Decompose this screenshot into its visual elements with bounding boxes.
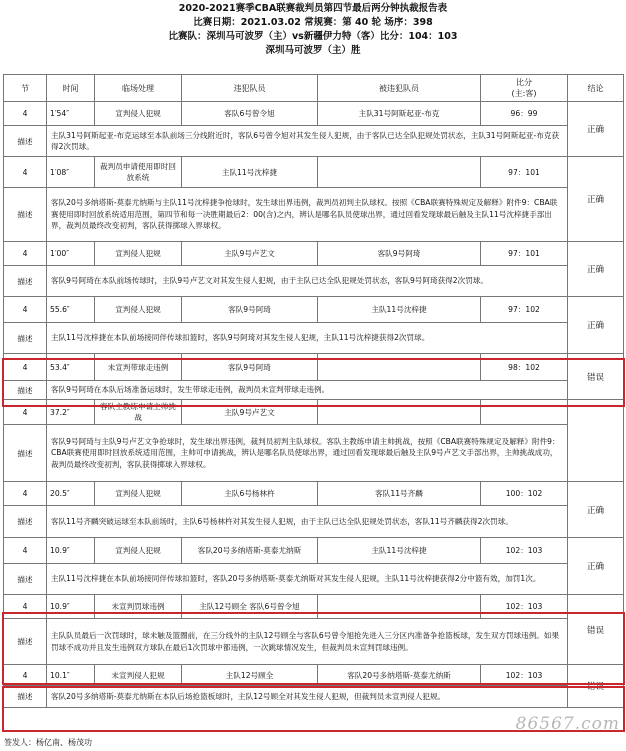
result-cell: 正确: [568, 102, 624, 157]
victim-cell: [318, 595, 481, 619]
offender-cell: 主队11号沈梓捷: [182, 157, 318, 188]
match-teams-score: 比赛队：深圳马可波罗（主）vs新疆伊力特（客）比分：104：103: [168, 31, 458, 42]
col-score: [481, 75, 568, 102]
col-offender: 违犯队员: [182, 75, 318, 102]
table-header-row: [4, 75, 624, 102]
table-row: [4, 400, 624, 425]
period-cell: 4: [4, 400, 47, 425]
action-cell: 未宣判带球走违例: [95, 354, 182, 381]
result-cell: 错误: [568, 595, 624, 665]
period-cell: 4: [4, 297, 47, 323]
time-cell: 10.9″: [47, 538, 95, 564]
victim-cell: [318, 354, 481, 381]
col-result: 结论: [568, 75, 624, 102]
victim-cell: 客队9号阿琦: [318, 242, 481, 266]
desc-label: 描述: [4, 126, 47, 157]
period-cell: 4: [4, 482, 47, 506]
offender-cell: 主队12号顾全: [182, 665, 318, 686]
score-cell: 97：101: [481, 242, 568, 266]
col-score-label: 比分: [516, 78, 532, 87]
score-cell: 96：99: [481, 102, 568, 126]
description-row: [4, 126, 624, 157]
table-row: [4, 482, 624, 506]
description-cell: 客队9号阿琦在本队后场准备运球时，发生带球走违例，裁判员未宣判带球走违例。: [47, 381, 568, 400]
description-cell: 主队11号沈梓捷在本队前场接同伴传球扣篮时，客队9号阿琦对其发生侵人犯规，主队11号沈梓捷获得2次罚球。: [47, 323, 568, 354]
desc-label: 描述: [4, 425, 47, 482]
description-cell: 主队31号阿斯起亚-布克运球至本队前场三分线附近时，客队6号曾令旭对其发生侵人犯规，由于客队已达全队犯规处罚状态，主队31号阿斯起亚-布克获得2次罚球。: [47, 126, 568, 157]
score-cell: 102：103: [481, 538, 568, 564]
score-cell: 98：102: [481, 354, 568, 381]
description-cell: 主队11号沈梓捷在本队前场接同伴传球扣篮时，客队20号多纳塔斯-莫泰尤纳斯对其发生侵人犯规，主队11号沈梓捷获得2分中篮有效，加罚1次。: [47, 564, 568, 595]
description-row: [4, 564, 624, 595]
period-cell: 4: [4, 242, 47, 266]
score-cell: 102：103: [481, 665, 568, 686]
description-cell: 客队11号齐麟突破运球至本队前场时，主队6号杨林杵对其发生侵人犯规，由于主队已达全队犯规处罚状态，客队11号齐麟获得2次罚球。: [47, 506, 568, 538]
result-cell: 错误: [568, 665, 624, 708]
victim-cell: [318, 157, 481, 188]
match-info: 比赛日期：2021.03.02 常规赛：第 40 轮 场序：398: [193, 17, 433, 28]
action-cell: 宣判侵人犯规: [95, 482, 182, 506]
description-row: [4, 188, 624, 242]
table-row: [4, 157, 624, 188]
description-row: [4, 266, 624, 297]
victim-cell: 主队31号阿斯起亚-布克: [318, 102, 481, 126]
action-cell: 宣判侵人犯规: [95, 242, 182, 266]
table-row: [4, 297, 624, 323]
result-cell: 正确: [568, 538, 624, 595]
table-row: [4, 102, 624, 126]
action-cell: 宣判侵人犯规: [95, 538, 182, 564]
signers: 签发人：杨亿南、杨茂功: [4, 738, 92, 747]
col-period: 节: [4, 75, 47, 102]
offender-cell: 客队20号多纳塔斯-莫泰尤纳斯: [182, 538, 318, 564]
offender-cell: 客队6号曾令旭: [182, 102, 318, 126]
table-row: [4, 538, 624, 564]
desc-label: 描述: [4, 506, 47, 538]
winner-line: 深圳马可波罗（主）胜: [265, 45, 361, 56]
description-row: [4, 323, 624, 354]
col-score-sub: (主:客): [511, 89, 537, 98]
score-cell: 97：101: [481, 157, 568, 188]
description-row: [4, 425, 624, 482]
time-cell: 10.9″: [47, 595, 95, 619]
period-cell: 4: [4, 354, 47, 381]
victim-cell: 主队11号沈梓捷: [318, 538, 481, 564]
score-cell: 102：103: [481, 595, 568, 619]
description-row: [4, 506, 624, 538]
description-row: [4, 381, 624, 400]
desc-label: 描述: [4, 323, 47, 354]
desc-label: 描述: [4, 686, 47, 708]
action-cell: 客队主教练申请主帅挑战: [95, 400, 182, 425]
action-cell: 未宣判罚球违例: [95, 595, 182, 619]
victim-cell: 主队11号沈梓捷: [318, 297, 481, 323]
col-action: 临场处理: [95, 75, 182, 102]
score-cell: 97：102: [481, 297, 568, 323]
watermark: 86567.com: [515, 714, 620, 734]
time-cell: 1′54″: [47, 102, 95, 126]
result-cell: 正确: [568, 157, 624, 242]
description-cell: 主队队员最后一次罚球时，球未触及篮圈前，在三分线外的主队12号顾全与客队6号曾令旭抢先进入三分区内准备争抢篮板球，发生双方罚球违例。如果罚球不成功并且发生违例双方球队在最后1次罚球中都违例，一次跳球情况发生，但裁判员未宣判罚球违例。: [47, 619, 568, 665]
result-cell: 正确: [568, 297, 624, 354]
score-cell: 100：102: [481, 482, 568, 506]
offender-cell: 客队9号阿琦: [182, 297, 318, 323]
offender-cell: 主队6号杨林杵: [182, 482, 318, 506]
description-cell: 客队20号多纳塔斯-莫泰尤纳斯在本队后场抢篮板球时，主队12号顾全对其发生侵人犯规，但裁判员未宣判侵人犯规。: [47, 686, 568, 708]
time-cell: 55.6″: [47, 297, 95, 323]
result-cell: 错误: [568, 354, 624, 400]
table-row: [4, 354, 624, 381]
col-time: 时间: [47, 75, 95, 102]
time-cell: 53.4″: [47, 354, 95, 381]
period-cell: 4: [4, 595, 47, 619]
action-cell: 宣判侵人犯规: [95, 297, 182, 323]
time-cell: 20.5″: [47, 482, 95, 506]
offender-cell: 主队9号卢艺文: [182, 400, 318, 425]
offender-cell: 主队12号顾全 客队6号曾令旭: [182, 595, 318, 619]
period-cell: 4: [4, 102, 47, 126]
offender-cell: 主队9号卢艺文: [182, 242, 318, 266]
period-cell: 4: [4, 538, 47, 564]
desc-label: 描述: [4, 188, 47, 242]
time-cell: 10.1″: [47, 665, 95, 686]
offender-cell: 客队9号阿琦: [182, 354, 318, 381]
description-cell: 客队9号阿琦在本队前场传球时，主队9号卢艺文对其发生侵人犯规，由于主队已达全队犯规处罚状态，客队9号阿琦获得2次罚球。: [47, 266, 568, 297]
table-row: [4, 665, 624, 686]
description-cell: 客队9号阿琦与主队9号卢艺文争抢球时，发生球出界违例，裁判员初判主队球权。客队主教练申请主帅挑战，按照《CBA联赛特殊规定及解释》附件9：CBA联赛使用即时回放系统适用范围，主帅可申请挑战，辨认是哪名队员使球出界，通过回看发现球最后触及主队9号卢艺文手部出界，主帅挑战成功，裁判员最终改变初判，客队获得掷球入界球权。: [47, 425, 568, 482]
table-row: [4, 242, 624, 266]
desc-label: 描述: [4, 564, 47, 595]
time-cell: 1′08″: [47, 157, 95, 188]
report-title: 2020-2021赛季CBA联赛裁判员第四节最后两分钟执裁报告表: [178, 3, 448, 14]
report-table: [3, 74, 624, 708]
victim-cell: 客队11号齐麟: [318, 482, 481, 506]
time-cell: 37.2″: [47, 400, 95, 425]
action-cell: 宣判侵人犯规: [95, 102, 182, 126]
desc-label: 描述: [4, 619, 47, 665]
action-cell: 裁判员申请使用即时回放系统: [95, 157, 182, 188]
desc-label: 描述: [4, 266, 47, 297]
col-victim: 被违犯队员: [318, 75, 481, 102]
action-cell: 未宣判侵人犯规: [95, 665, 182, 686]
period-cell: 4: [4, 665, 47, 686]
victim-cell: [318, 400, 481, 425]
table-row: [4, 595, 624, 619]
result-cell: [568, 400, 624, 482]
description-row: [4, 619, 624, 665]
desc-label: 描述: [4, 381, 47, 400]
score-cell: [481, 400, 568, 425]
result-cell: 正确: [568, 482, 624, 538]
description-row: [4, 686, 624, 708]
victim-cell: 客队20号多纳塔斯-莫泰尤纳斯: [318, 665, 481, 686]
period-cell: 4: [4, 157, 47, 188]
description-cell: 客队20号多纳塔斯-莫泰尤纳斯与主队11号沈梓捷争抢球时，发生球出界违例，裁判员初判主队球权。按照《CBA联赛特殊规定及解释》附件9：CBA联赛使用即时回放系统适用范围，第四节和每一决胜期最后2：00(含)之内，辨认是哪名队员使球出界，通过回看发现球最后触及主队11号沈梓捷手部出界，裁判员最终改变初判，客队获得掷球入界球权。: [47, 188, 568, 242]
time-cell: 1′00″: [47, 242, 95, 266]
result-cell: 正确: [568, 242, 624, 297]
